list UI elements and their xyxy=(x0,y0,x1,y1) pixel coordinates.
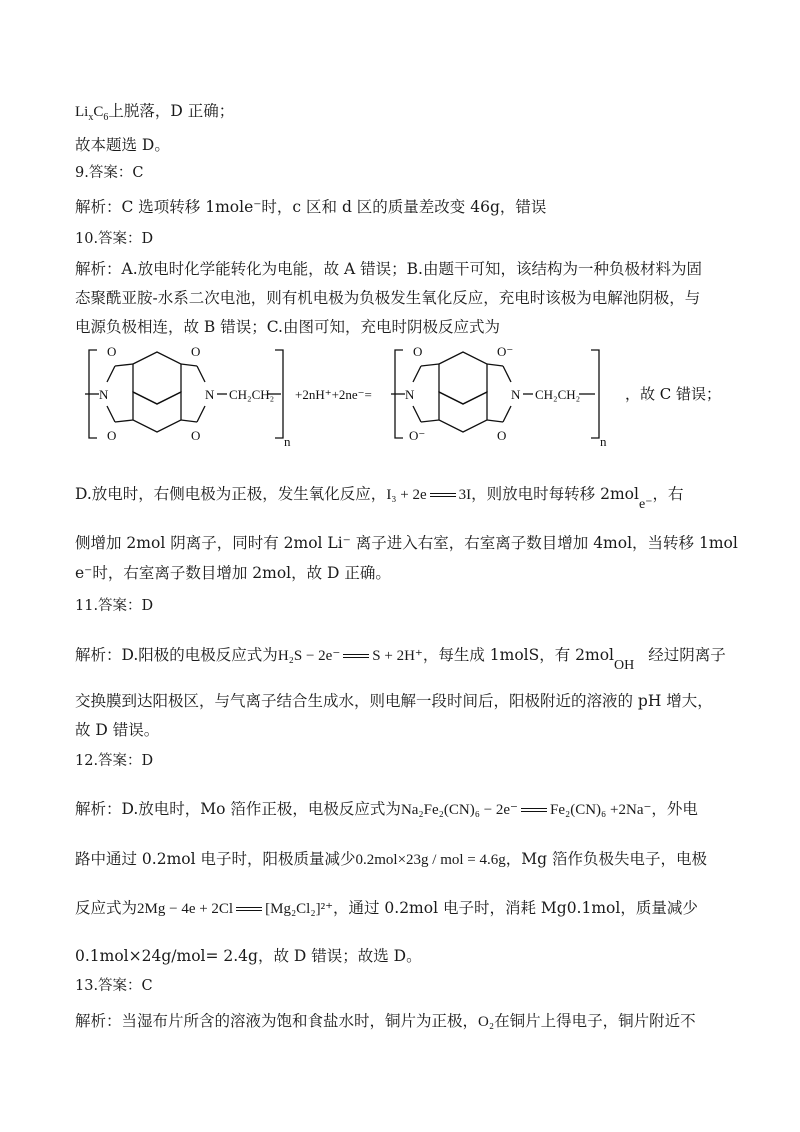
answer-10: 10.答案：D xyxy=(75,231,154,247)
answer-11: 11.答案：D xyxy=(75,598,154,614)
explanation-9: 解析：C 选项转移 1mole⁻时，c 区和 d 区的质量差改变 46g，错误 xyxy=(75,198,547,216)
equilibrium-sign xyxy=(430,493,456,497)
oxygen-label: O xyxy=(191,428,201,443)
explanation-12-line2: 路中通过 0.2mol 电子时，阳极质量减少0.2mol×23g / mol = 4.6g，Mg 箔作负极失电子，电极 xyxy=(75,850,707,868)
oxide-label: O⁻ xyxy=(497,344,514,359)
chem-lixc6: $Li_xC_6$ xyxy=(75,104,109,123)
equation-plus-term: +2nH⁺+2ne⁻= xyxy=(295,387,372,402)
answer-9: 9.答案：C xyxy=(75,165,144,181)
equilibrium-sign xyxy=(343,654,369,658)
explanation-13-line1: 解析：当湿布片所含的溶液为饱和食盐水时，铜片为正极，O₂在铜片上得电子，铜片附近不 xyxy=(75,1012,696,1030)
nitrogen-label: N xyxy=(511,387,521,402)
explanation-11-line3: 故 D 错误。 xyxy=(75,721,160,739)
ethyl-chain-label: CH₂CH₂ xyxy=(535,387,581,402)
answer-13: 13.答案：C xyxy=(75,978,153,994)
structure-equation xyxy=(85,342,725,447)
oxygen-label: O xyxy=(107,428,117,443)
oxygen-label: O xyxy=(413,344,423,359)
explanation-12-line1: 解析：D.放电时，Mo 箔作正极，电极反应式为Na₂Fe₂(CN)₆ − 2e⁻ Fe₂(CN)₆ +2Na⁻，外电 xyxy=(75,800,698,818)
explanation-12-line3: 反应式为2Mg − 4e + 2Cl [Mg₂Cl₂]²⁺，通过 0.2mol 电子时，消耗 Mg0.1mol，质量减少 xyxy=(75,899,698,917)
explanation-10-line3: 电源负极相连，故 B 错误；C.由图可知，充电时阴极反应式为 xyxy=(75,318,500,336)
line-conclusion: 故本题选 D。 xyxy=(75,136,170,154)
explanation-10-d-line2: 侧增加 2mol 阴离子，同时有 2mol Li⁻ 离子进入右室，右室离子数目增加 4mol，当转移 1mol xyxy=(75,534,738,552)
answer-12: 12.答案：D xyxy=(75,753,154,769)
repeat-n-label: n xyxy=(600,434,607,447)
ethyl-chain-label: CH₂CH₂ xyxy=(229,387,275,402)
repeat-n-label: n xyxy=(284,434,291,447)
explanation-11-line1: 解析：D.阳极的电极反应式为H₂S − 2e⁻ S + 2H⁺，每生成 1molS，有 2molOH经过阴离子 xyxy=(75,646,726,673)
line-lixc6: $Li_xC_6$上脱落，D 正确； xyxy=(75,102,235,123)
equation-conclusion: ，故 C 错误； xyxy=(625,385,722,403)
explanation-10-d-line1: D.放电时，右侧电极为正极，发生氧化反应，I₃ + 2e 3I，则放电时每转移 2mole⁻，右 xyxy=(75,485,684,512)
nitrogen-label: N xyxy=(99,387,109,402)
equilibrium-sign xyxy=(521,808,547,812)
oxide-label: O⁻ xyxy=(409,428,426,443)
equilibrium-sign xyxy=(236,907,262,911)
explanation-10-line2: 态聚酰亚胺-水系二次电池，则有机电极为负极发生氧化反应，充电时该极为电解池阴极，与 xyxy=(75,289,701,307)
oxygen-label: O xyxy=(191,344,201,359)
nitrogen-label: N xyxy=(405,387,415,402)
explanation-10-line1: 解析：A.放电时化学能转化为电能，故 A 错误；B.由题干可知，该结构为一种负极材料为固 xyxy=(75,260,702,278)
oxygen-label: O xyxy=(497,428,507,443)
explanation-11-line2: 交换膜到达阳极区，与气离子结合生成水，则电解一段时间后，阳极附近的溶液的 pH 增大， xyxy=(75,692,713,710)
explanation-12-line4: 0.1mol×24g/mol= 2.4g，故 D 错误；故选 D。 xyxy=(75,947,422,965)
oxygen-label: O xyxy=(107,344,117,359)
nitrogen-label: N xyxy=(205,387,215,402)
explanation-10-d-line3: e⁻时，右室离子数目增加 2mol，故 D 正确。 xyxy=(75,564,391,582)
